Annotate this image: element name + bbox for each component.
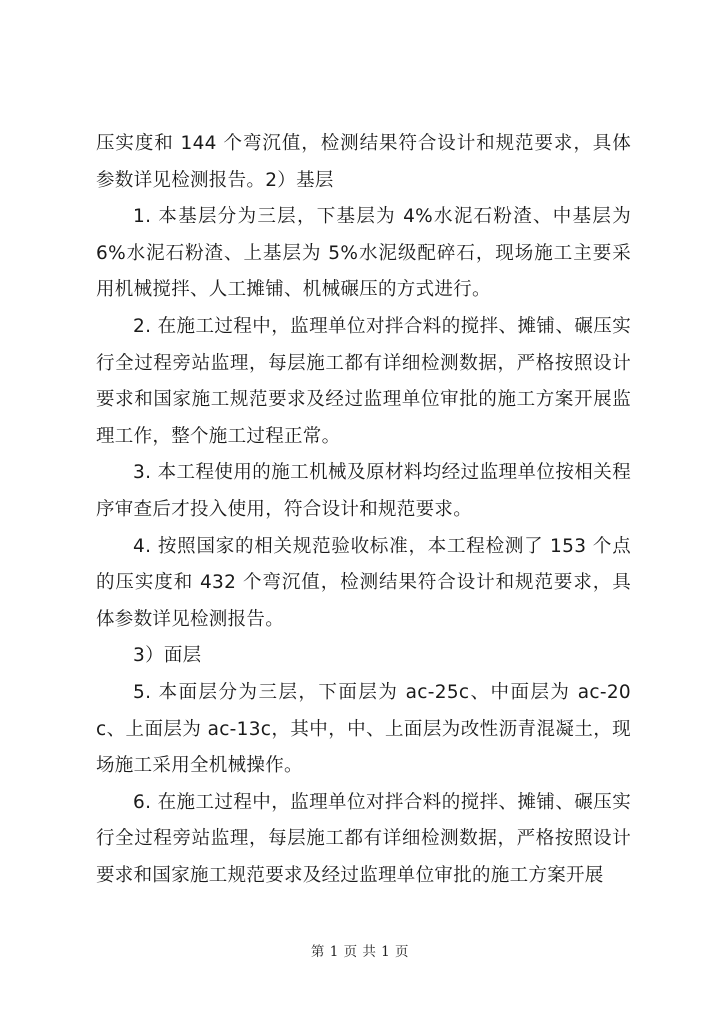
- paragraph-item-1: 1. 本基层分为三层，下基层为 4%水泥石粉渣、中基层为 6%水泥石粉渣、上基层为 5%水泥级配碎石，现场施工主要采用机械搅拌、人工摊铺、机械碾压的方式进行。: [96, 206, 638, 301]
- paragraph-item-5: 5. 本面层分为三层，下面层为 ac-25c、中面层为 ac-20c、上面层为 ac-13c，其中，中、上面层为改性沥青混凝土，现场施工采用全机械操作。: [96, 681, 631, 777]
- paragraph-continuation: 压实度和 144 个弯沉值，检测结果符合设计和规范要求，具体参数详见检测报告。2）基层: [96, 133, 631, 191]
- section-heading-surface-layer: 3）面层: [133, 645, 202, 667]
- page-footer: 第 1 页 共 1 页: [310, 944, 410, 960]
- document-body: [96, 126, 638, 894]
- paragraph-item-4: 4. 按照国家的相关规范验收标准，本工程检测了 153 个点的压实度和 432 个弯沉值，检测结果符合设计和规范要求，具体参数详见检测报告。: [96, 535, 631, 630]
- paragraph-item-2: 2. 在施工过程中，监理单位对拌合料的搅拌、摊铺、碾压实行全过程旁站监理，每层施工都有详细检测数据，严格按照设计要求和国家施工规范要求及经过监理单位审批的施工方案开展监理工作，整个施工过程正常。: [96, 315, 631, 447]
- paragraph-item-3: 3. 本工程使用的施工机械及原材料均经过监理单位按相关程序审查后才投入使用，符合设计和规范要求。: [96, 462, 631, 520]
- paragraph-item-6: 6. 在施工过程中，监理单位对拌合料的搅拌、摊铺、碾压实行全过程旁站监理，每层施工都有详细检测数据，严格按照设计要求和国家施工规范要求及经过监理单位审批的施工方案开展: [96, 791, 631, 886]
